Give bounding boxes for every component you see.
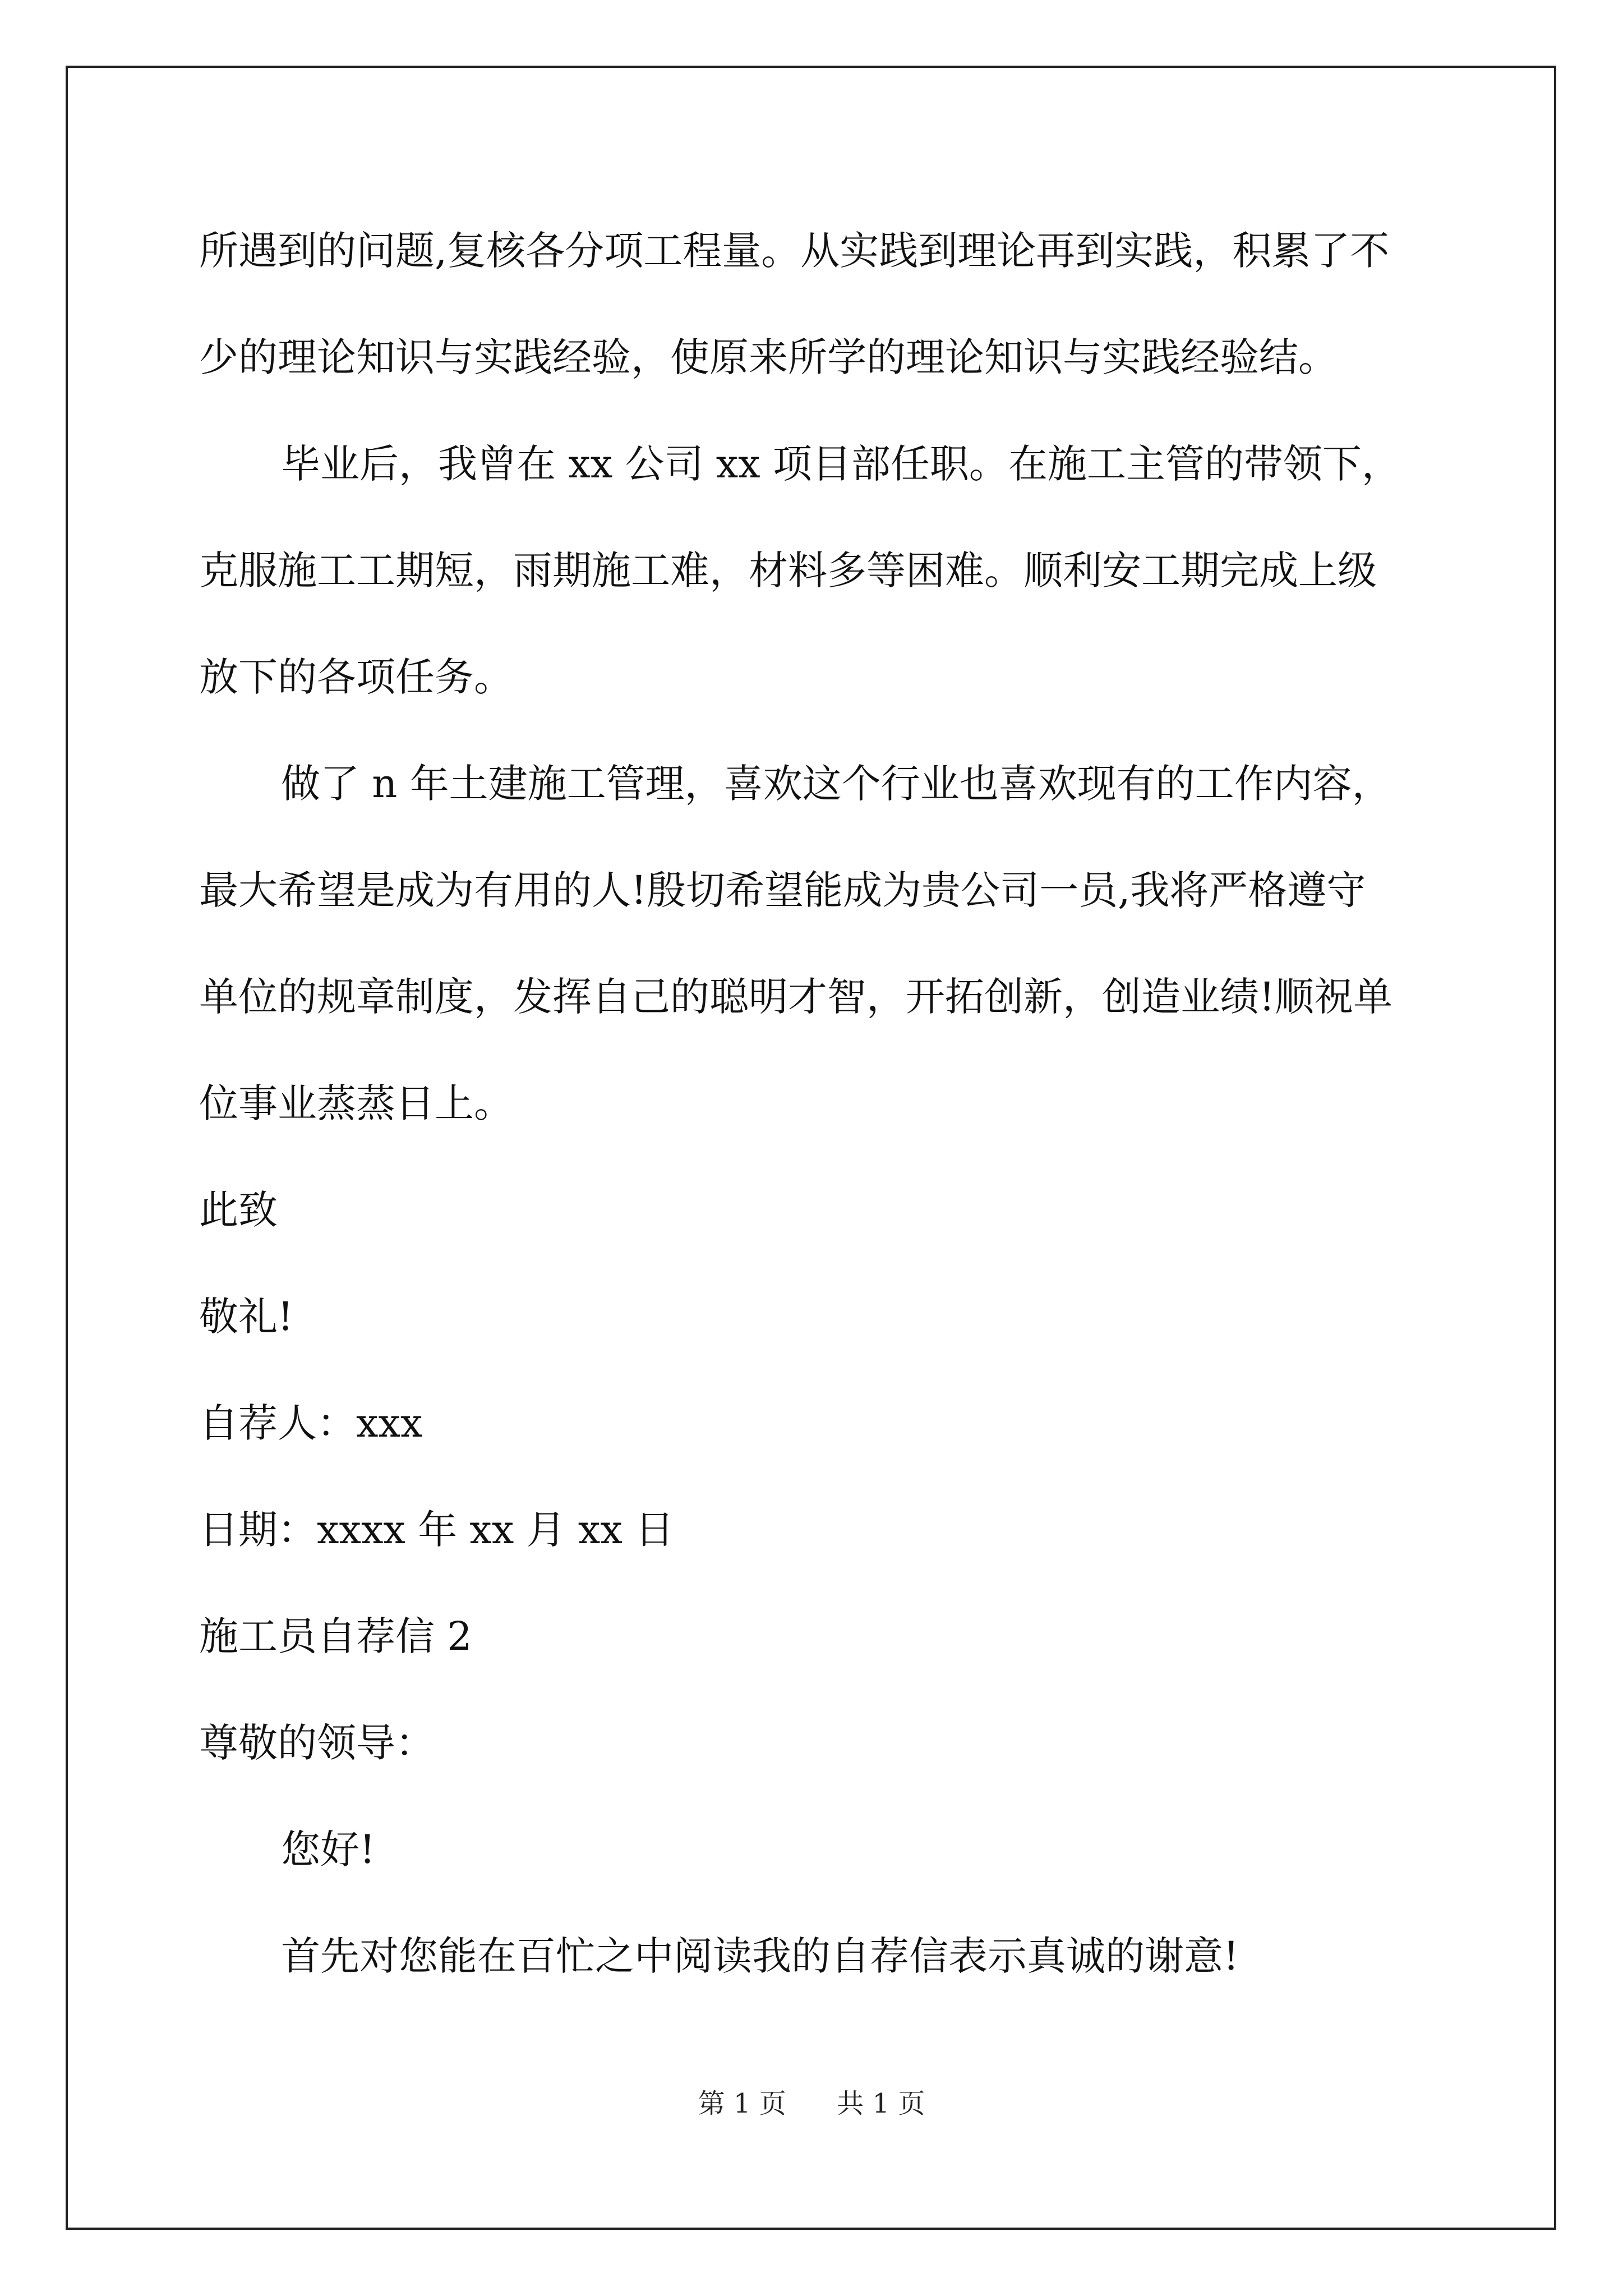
- section-title: 施工员自荐信 2: [199, 1613, 472, 1659]
- text-line-3: 毕业后，我曾在 xx 公司 xx 项目部任职。在施工主管的带领下，: [281, 441, 1401, 487]
- signer-line: 自荐人：xxx: [199, 1400, 423, 1446]
- date-line: 日期：xxxx 年 xx 月 xx 日: [199, 1507, 675, 1553]
- greeting-line: 尊敬的领导：: [199, 1720, 435, 1766]
- page-footer: [0, 2087, 1623, 2120]
- text-line-7: 最大希望是成为有用的人!殷切希望能成为贵公司一员,我将严格遵守: [199, 867, 1366, 913]
- text-line-8: 单位的规章制度，发挥自己的聪明才智，开拓创新，创造业绩!顺祝单: [199, 974, 1393, 1020]
- text-line-6: 做了 n 年土建施工管理，喜欢这个行业也喜欢现有的工作内容，: [281, 761, 1391, 807]
- text-line-9: 位事业蒸蒸日上。: [199, 1080, 513, 1126]
- greeting-hello: 您好!: [281, 1826, 376, 1872]
- text-line-2: 少的理论知识与实践经验，使原来所学的理论知识与实践经验结。: [199, 334, 1338, 380]
- document-body: [199, 224, 1427, 2036]
- closing-regards: 敬礼!: [199, 1294, 294, 1340]
- text-line-1: 所遇到的问题,复核各分项工程量。从实践到理论再到实践，积累了不: [199, 228, 1390, 274]
- page-total: 共 1 页: [837, 2088, 925, 2119]
- page-number: 第 1 页: [698, 2088, 786, 2119]
- text-line-4: 克服施工工期短，雨期施工难，材料多等困难。顺利安工期完成上级: [199, 547, 1377, 593]
- text-line-17: 首先对您能在百忙之中阅读我的自荐信表示真诚的谢意!: [281, 1933, 1239, 1979]
- closing-salutation: 此致: [199, 1187, 278, 1233]
- text-line-5: 放下的各项任务。: [199, 654, 513, 700]
